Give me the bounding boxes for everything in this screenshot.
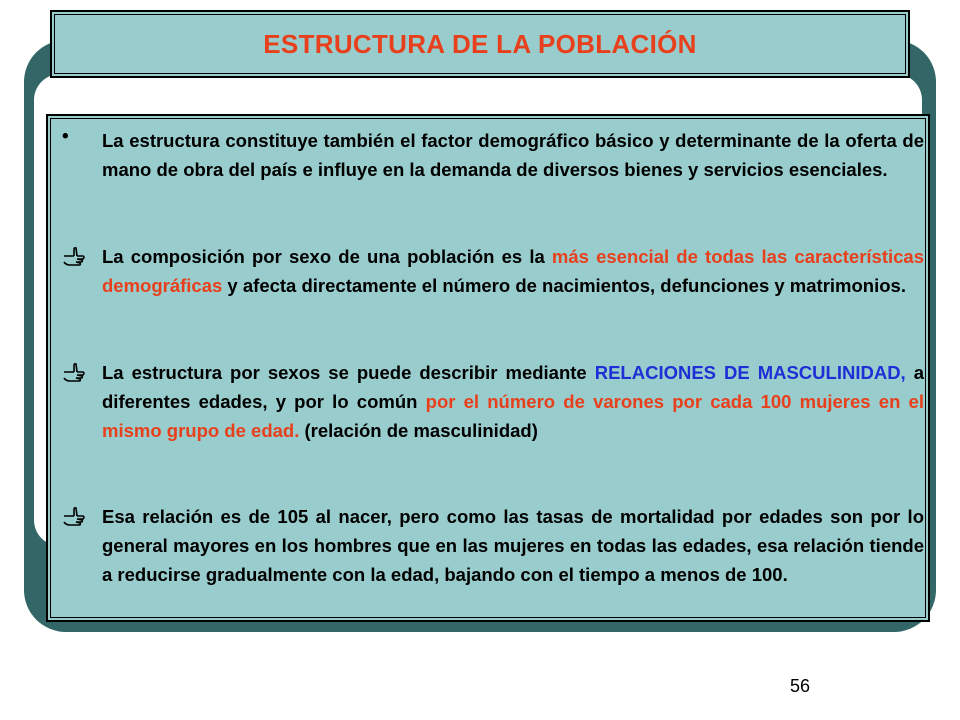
paragraph-text xyxy=(102,358,924,445)
paragraph-1 xyxy=(62,126,924,184)
text-segment: La estructura constituye también el factor demográfico básico y determinante de la oferta de mano de obra del país e influye en la demanda de diversos bienes y servicios esenciales. xyxy=(102,130,924,180)
paragraph-text xyxy=(102,126,924,184)
highlight-red: por el número de varones por cada 100 mujeres en el mismo grupo de edad. xyxy=(102,391,924,441)
page-number: 56 xyxy=(790,676,811,696)
paragraph-3 xyxy=(62,358,924,445)
paragraph-4 xyxy=(62,502,924,589)
text-segment: Esa relación es de 105 al nacer, pero como las tasas de mortalidad por edades son por lo general mayores en los hombres que en las mujeres en todas las edades, esa relación tiende a reducirse gradualmente con la edad, bajando con el tiempo a menos de 100. xyxy=(102,506,924,585)
paragraph-text xyxy=(102,242,924,300)
paragraph-text xyxy=(102,502,924,589)
title-box xyxy=(50,10,910,78)
highlight-red: más esencial de todas las características demográficas xyxy=(102,246,925,296)
highlight-blue: RELACIONES DE MASCULINIDAD, xyxy=(594,362,906,383)
text-segment: La composición por sexo de una población es la xyxy=(102,246,552,267)
content-box xyxy=(46,114,930,622)
bullet-dot: • xyxy=(62,126,69,147)
pointing-hand-icon xyxy=(62,242,92,268)
text-segment: a diferentes edades, y por lo común xyxy=(102,362,924,412)
text-segment: La estructura por sexos se puede describir mediante xyxy=(102,362,595,383)
text-segment: (relación de masculinidad) xyxy=(299,420,538,441)
pointing-hand-icon xyxy=(62,358,92,384)
page-title: ESTRUCTURA DE LA POBLACIÓN xyxy=(263,28,697,59)
text-segment: y afecta directamente el número de nacimientos, defunciones y matrimonios. xyxy=(222,275,906,296)
pointing-hand-icon xyxy=(62,502,92,528)
paragraph-2 xyxy=(62,242,924,300)
